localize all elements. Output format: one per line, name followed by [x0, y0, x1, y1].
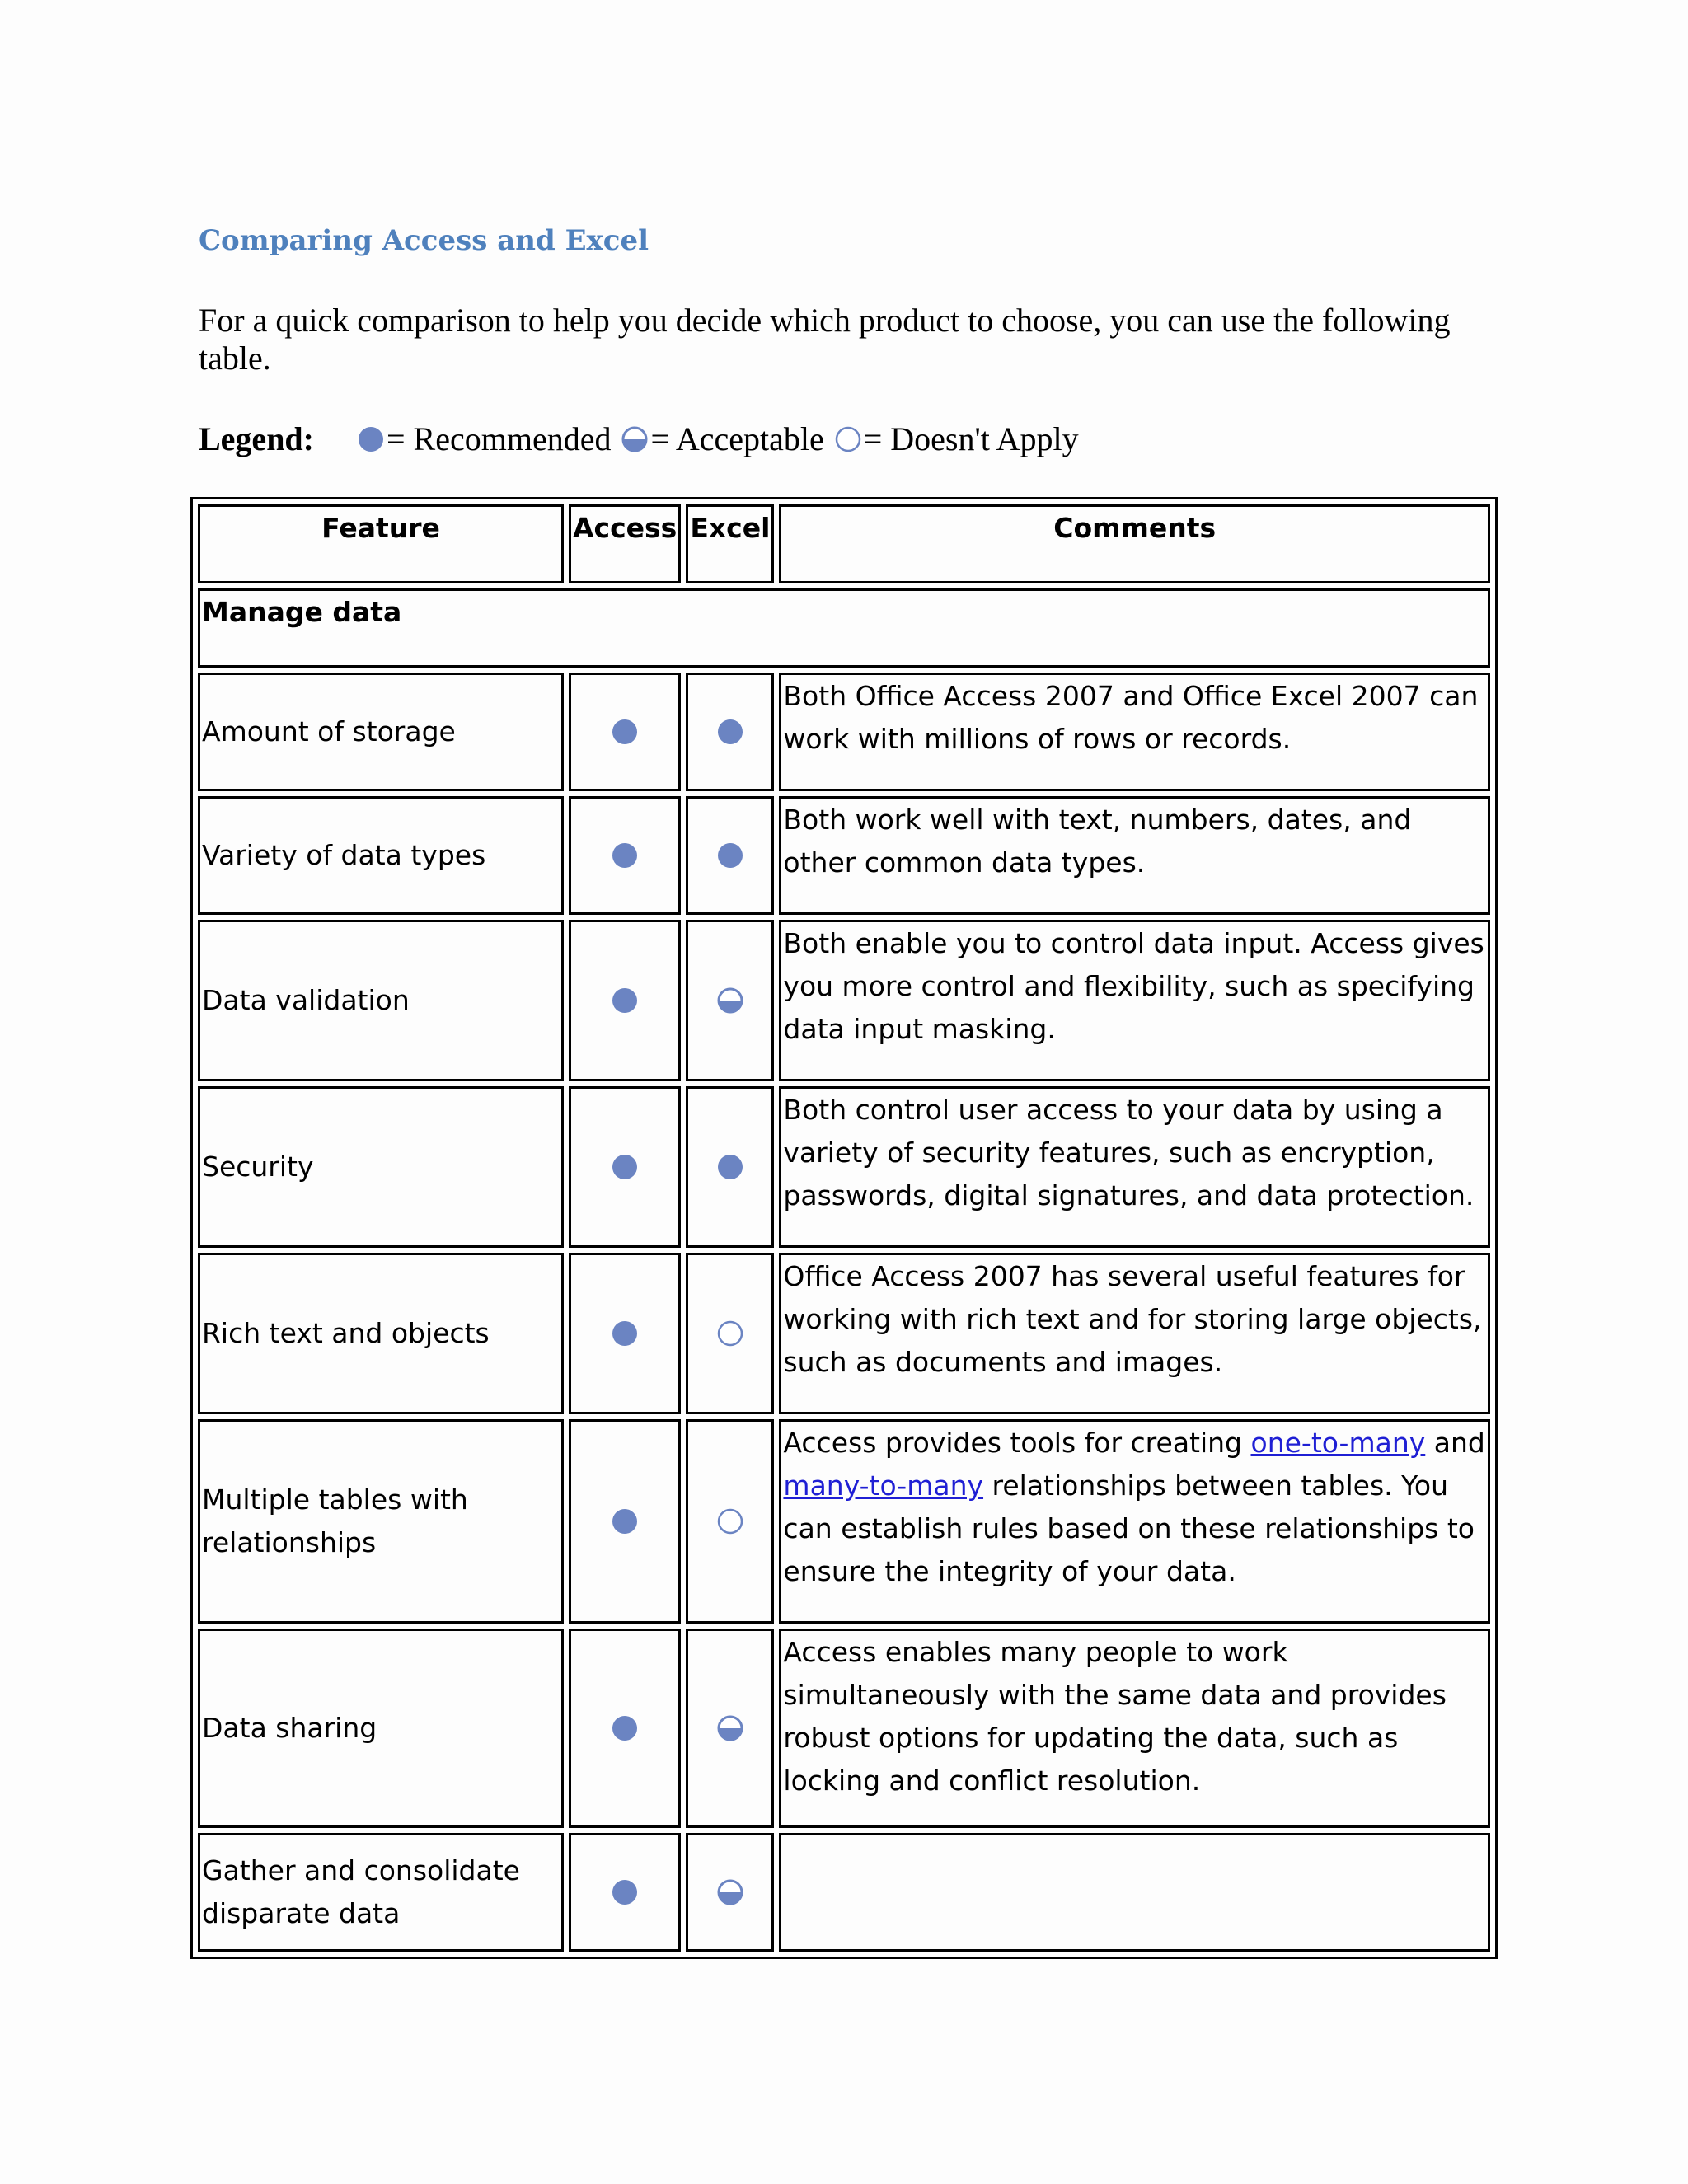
comparison-table — [190, 497, 1498, 1959]
comment-text: and — [1425, 1427, 1485, 1459]
recommended-full-circle-icon — [611, 1153, 639, 1181]
section-manage-data: Manage data — [198, 588, 1490, 668]
recommended-full-circle-icon — [611, 841, 639, 869]
recommended-full-circle-icon — [716, 718, 744, 746]
excel-rating-cell — [686, 920, 774, 1081]
header-comments: Comments — [779, 504, 1490, 583]
doesnt-apply-empty-circle-icon — [834, 425, 862, 453]
feature-cell: Data validation — [198, 920, 564, 1081]
access-rating-cell — [569, 1419, 681, 1624]
access-rating-cell — [569, 1629, 681, 1828]
comment-cell: Both work well with text, numbers, dates, and other common data types. — [779, 796, 1490, 915]
excel-rating-cell — [686, 1086, 774, 1248]
recommended-full-circle-icon — [611, 987, 639, 1015]
feature-cell: Rich text and objects — [198, 1253, 564, 1414]
table-row — [198, 1833, 1490, 1952]
header-excel: Excel — [686, 504, 774, 583]
access-rating-cell — [569, 1086, 681, 1248]
acceptable-half-circle-icon — [716, 987, 744, 1015]
recommended-full-circle-icon — [611, 1507, 639, 1535]
excel-rating-cell — [686, 1833, 774, 1952]
recommended-full-circle-icon — [357, 425, 385, 453]
excel-rating-cell — [686, 796, 774, 915]
excel-rating-cell — [686, 1419, 774, 1624]
recommended-full-circle-icon — [611, 1714, 639, 1742]
legend-label: Legend: — [199, 420, 314, 457]
comment-cell: Access enables many people to work simultaneously with the same data and provides robust options for updating the data, such as locking and conflict resolution. — [779, 1629, 1490, 1828]
feature-cell: Data sharing — [198, 1629, 564, 1828]
table-row — [198, 920, 1490, 1081]
feature-cell: Variety of data types — [198, 796, 564, 915]
excel-rating-cell — [686, 673, 774, 791]
comment-cell — [779, 1419, 1490, 1624]
recommended-full-circle-icon — [611, 1319, 639, 1347]
recommended-full-circle-icon — [611, 718, 639, 746]
table-row — [198, 1419, 1490, 1624]
excel-rating-cell — [686, 1629, 774, 1828]
doesnt-apply-empty-circle-icon — [716, 1319, 744, 1347]
intro-paragraph: For a quick comparison to help you decide which product to choose, you can use the following table. — [199, 302, 1451, 377]
doesnt-apply-empty-circle-icon — [716, 1507, 744, 1535]
access-rating-cell — [569, 920, 681, 1081]
comment-cell: Office Access 2007 has several useful features for working with rich text and for storing large objects, such as documents and images. — [779, 1253, 1490, 1414]
recommended-full-circle-icon — [611, 1878, 639, 1906]
comment-cell: Both control user access to your data by using a variety of security features, such as encryption, passwords, digital signatures, and data protection. — [779, 1086, 1490, 1248]
comment-cell — [779, 1833, 1490, 1952]
table-header-row — [198, 504, 1490, 583]
comment-text: relationships between tables. You can establish rules based on these relationships to ensure the integrity of your data. — [783, 1469, 1475, 1587]
legend-acceptable — [621, 416, 823, 462]
access-rating-cell — [569, 796, 681, 915]
legend-acceptable-label: = Acceptable — [650, 420, 824, 457]
table-row — [198, 1253, 1490, 1414]
comment-cell: Both enable you to control data input. Access gives you more control and flexibility, such as specifying data input masking. — [779, 920, 1490, 1081]
legend-recommended — [357, 416, 611, 462]
header-access: Access — [569, 504, 681, 583]
recommended-full-circle-icon — [716, 841, 744, 869]
comment-cell: Both Office Access 2007 and Office Excel 2007 can work with millions of rows or records. — [779, 673, 1490, 791]
excel-rating-cell — [686, 1253, 774, 1414]
recommended-full-circle-icon — [716, 1153, 744, 1181]
comment-text: Access provides tools for creating — [783, 1427, 1251, 1459]
table-row — [198, 1629, 1490, 1828]
acceptable-half-circle-icon — [716, 1714, 744, 1742]
one-to-many-link[interactable]: one-to-many — [1250, 1427, 1426, 1459]
feature-cell: Multiple tables with relationships — [198, 1419, 564, 1624]
legend-doesnt-apply-label: = Doesn't Apply — [863, 420, 1079, 457]
feature-cell: Security — [198, 1086, 564, 1248]
feature-cell: Amount of storage — [198, 673, 564, 791]
legend — [199, 416, 1089, 462]
access-rating-cell — [569, 1833, 681, 1952]
legend-doesnt-apply — [834, 416, 1079, 462]
section-row — [198, 588, 1490, 668]
table-row — [198, 673, 1490, 791]
legend-recommended-label: = Recommended — [387, 420, 612, 457]
header-feature: Feature — [198, 504, 564, 583]
table-row — [198, 796, 1490, 915]
acceptable-half-circle-icon — [716, 1878, 744, 1906]
access-rating-cell — [569, 1253, 681, 1414]
acceptable-half-circle-icon — [621, 425, 649, 453]
table-row — [198, 1086, 1490, 1248]
many-to-many-link[interactable]: many-to-many — [783, 1469, 984, 1502]
feature-cell: Gather and consolidate disparate data — [198, 1833, 564, 1952]
access-rating-cell — [569, 673, 681, 791]
page-title: Comparing Access and Excel — [199, 224, 649, 257]
